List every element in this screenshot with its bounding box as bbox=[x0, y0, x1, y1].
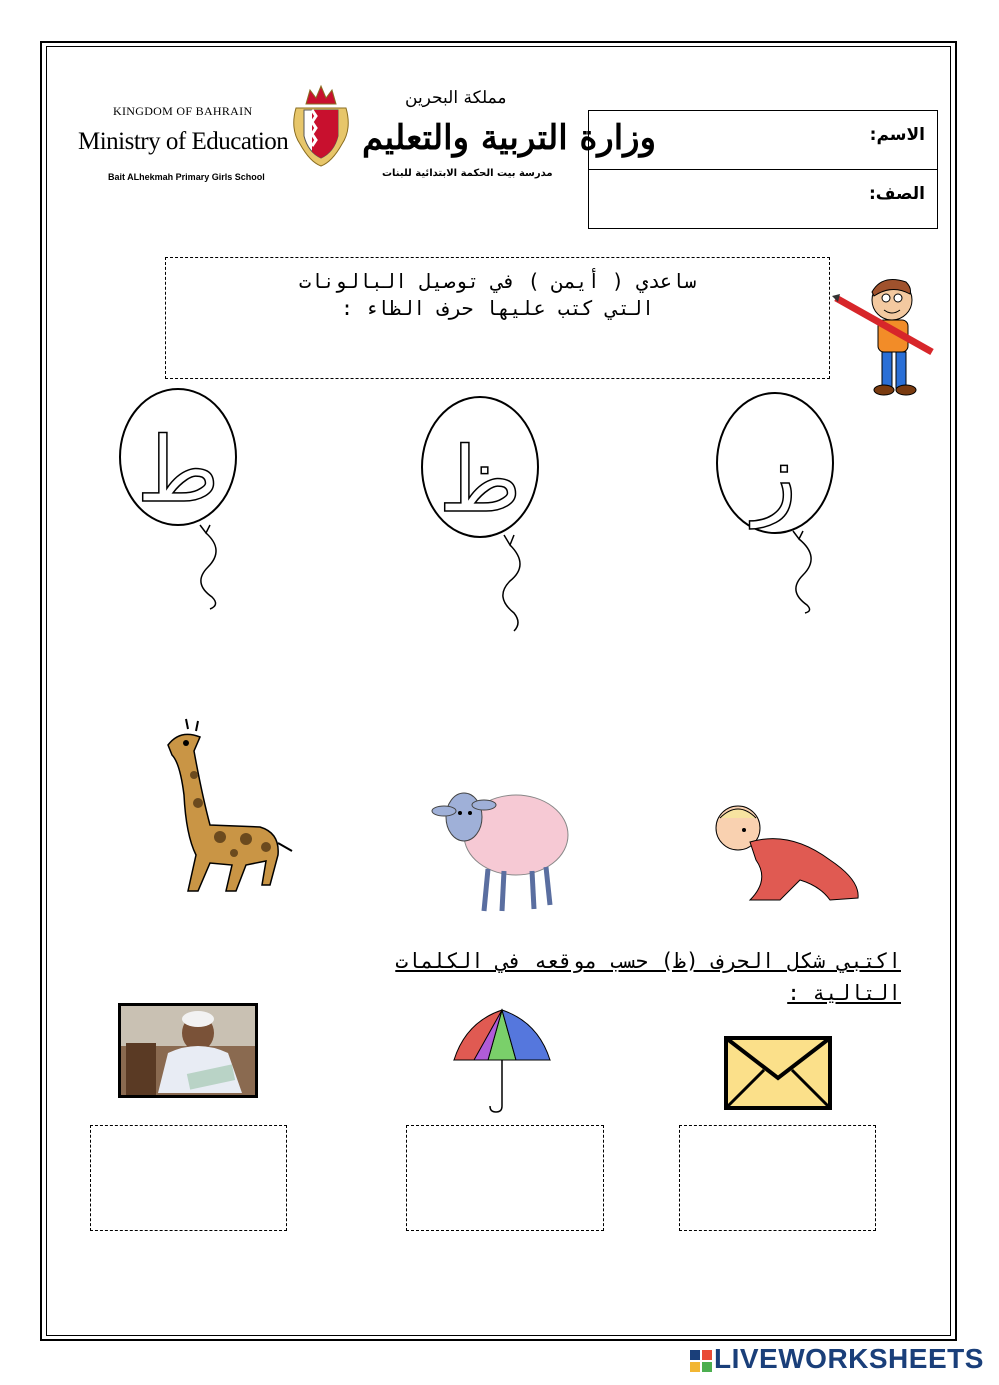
liveworksheets-watermark: LIVEWORKSHEETS bbox=[714, 1343, 984, 1374]
question-2-line-1: اكتبي شكل الحرف (ظ) حسب موقعه في الكلمات bbox=[395, 949, 901, 973]
class-field[interactable] bbox=[589, 170, 937, 229]
instruction-line-2: التي كتب عليها حرف الظاء : bbox=[340, 296, 655, 320]
name-field[interactable] bbox=[589, 111, 937, 170]
liveworksheets-logo-icon bbox=[690, 1350, 712, 1372]
balloon-1[interactable] bbox=[110, 385, 250, 615]
student-info-box bbox=[588, 110, 938, 229]
balloon-3[interactable] bbox=[705, 385, 845, 615]
baby-icon[interactable] bbox=[710, 800, 865, 910]
reading-man-icon[interactable] bbox=[118, 1003, 258, 1098]
balloon-1-letter: ط bbox=[136, 418, 220, 523]
giraffe-icon[interactable] bbox=[150, 715, 295, 905]
instruction-box bbox=[165, 257, 830, 379]
instruction-line-1: ساعدي ( أيمن ) في توصيل البالونات bbox=[298, 269, 697, 293]
umbrella-icon[interactable] bbox=[452, 1002, 552, 1114]
kingdom-label: KINGDOM OF BAHRAIN bbox=[113, 104, 253, 118]
balloon-3-letter: ز bbox=[753, 424, 797, 529]
class-label: الصف: bbox=[868, 184, 925, 204]
balloon-2-letter: ظ bbox=[438, 428, 522, 533]
ministry-label: Ministry of Education bbox=[78, 128, 289, 155]
kingdom-label-ar: مملكة البحرين bbox=[405, 88, 507, 108]
question-2-line-2: التالية : bbox=[787, 981, 901, 1005]
answer-box-3[interactable] bbox=[679, 1125, 876, 1231]
sheep-icon[interactable] bbox=[428, 765, 573, 920]
balloon-2[interactable] bbox=[410, 385, 550, 635]
answer-box-1[interactable] bbox=[90, 1125, 287, 1231]
boy-with-pencil-icon bbox=[832, 272, 942, 398]
answer-box-2[interactable] bbox=[406, 1125, 604, 1231]
school-name-ar: مدرسة بيت الحكمة الابتدائية للبنات bbox=[382, 168, 553, 179]
bahrain-crest-icon bbox=[290, 84, 352, 168]
name-label: الاسم: bbox=[869, 125, 925, 145]
envelope-icon[interactable] bbox=[724, 1036, 832, 1110]
ministry-label-ar: وزارة التربية والتعليم bbox=[362, 118, 656, 158]
question-2 bbox=[176, 945, 901, 1009]
school-name-en: Bait ALhekmah Primary Girls School bbox=[108, 172, 265, 182]
